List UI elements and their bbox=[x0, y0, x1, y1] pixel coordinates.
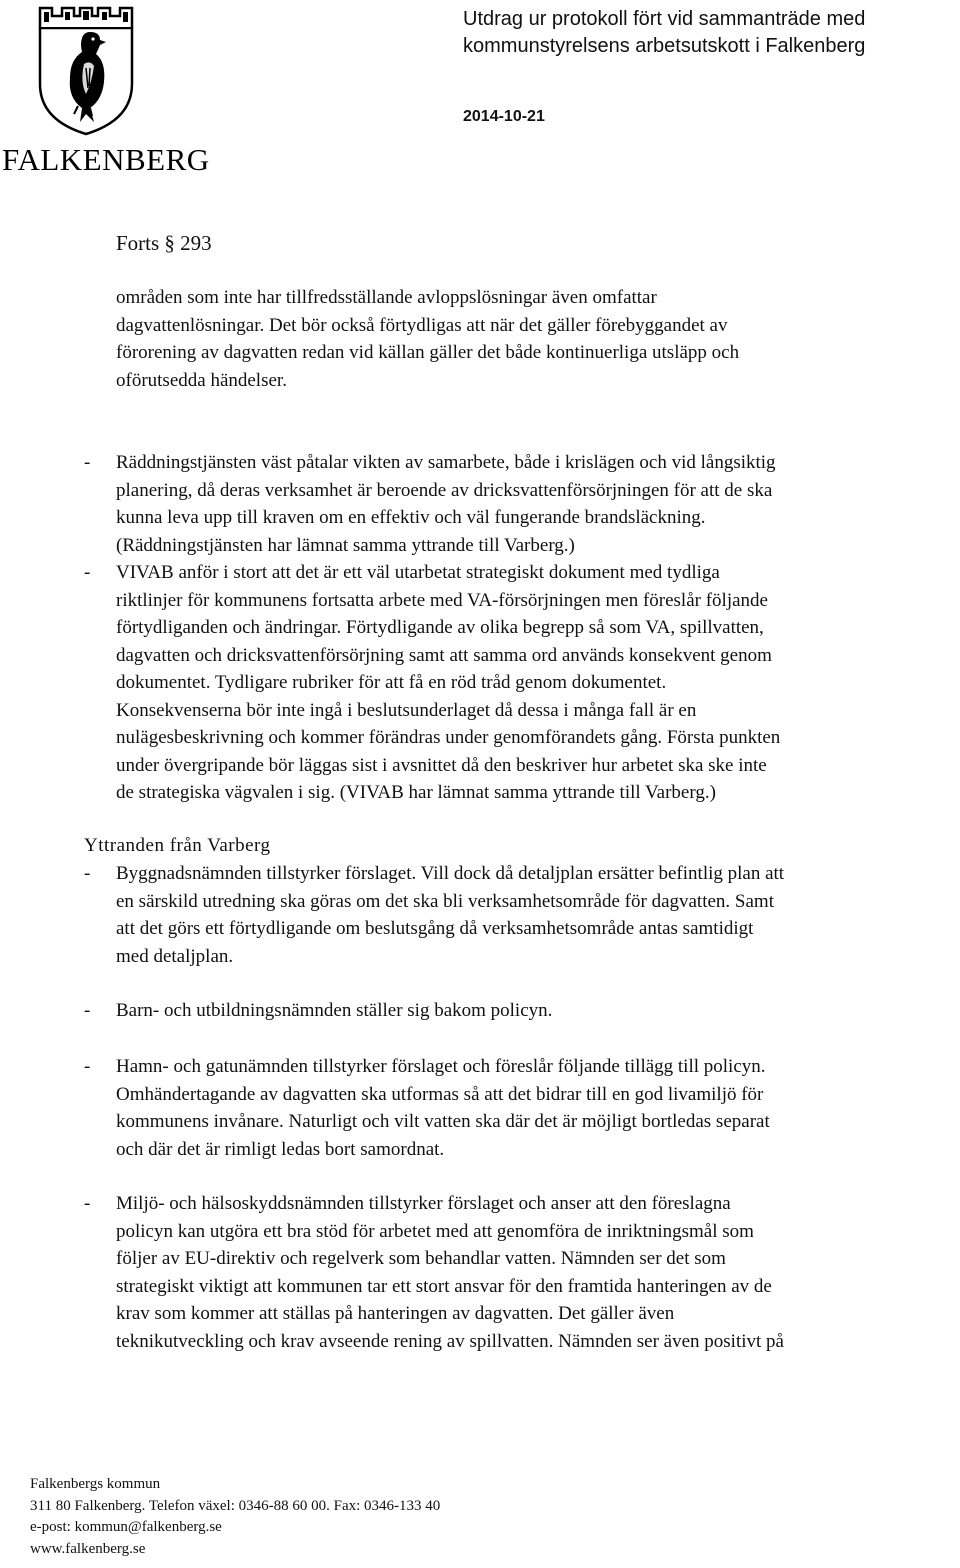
text-line: oförutsedda händelser. bbox=[116, 369, 287, 391]
text-line: policyn kan utgöra ett bra stöd för arbetet med att genomföra de inriktningsmål som bbox=[116, 1220, 754, 1242]
list-dash: - bbox=[84, 562, 91, 583]
footer-email[interactable]: e-post: kommun@falkenberg.se bbox=[30, 1519, 222, 1535]
list-dash: - bbox=[84, 1000, 91, 1021]
text-line: Omhändertagande av dagvatten ska utformas så att det bidrar till en god livamiljö för bbox=[116, 1083, 764, 1105]
municipality-logo bbox=[0, 0, 210, 180]
text-line: strategiskt viktigt att kommunen tar ett stort ansvar för den framtida hanteringen av de bbox=[116, 1275, 772, 1297]
text-line: planering, då deras verksamhet är beroende av dricksvattenförsörjningen för att de ska bbox=[116, 479, 773, 501]
text-line: kunna leva upp till kraven om en effektiv och väl fungerande brandsläckning. bbox=[116, 507, 706, 528]
text-line: Räddningstjänsten väst påtalar vikten av samarbete, både i krislägen och vid långsiktig bbox=[116, 452, 776, 473]
document-title-line: kommunstyrelsens arbetsutskott i Falkenberg bbox=[463, 35, 866, 57]
text-line: krav som kommer att ställas på hanteringen av dagvatten. Det gäller även bbox=[116, 1303, 675, 1324]
intro-paragraph bbox=[116, 284, 958, 394]
text-line: kommunens invånare. Naturligt och vilt vatten ska där det är möjligt bortledas separat bbox=[116, 1111, 770, 1132]
text-line: följer av EU-direktiv och regelverk som behandlar vatten. Nämnden ser det som bbox=[116, 1248, 726, 1269]
text-line: nulägesbeskrivning och kommer förändras under genomförandets gång. Första punkten bbox=[116, 727, 781, 748]
text-line: under övergripande bör läggas sist i avsnittet då den beskriver hur arbetet ska ske inte bbox=[116, 754, 767, 776]
list-item-text bbox=[116, 997, 552, 1025]
list-item-text bbox=[116, 860, 784, 970]
list-dash: - bbox=[84, 1193, 91, 1214]
text-line: de strategiska vägvalen i sig. (VIVAB har lämnat samma yttrande till Varberg.) bbox=[116, 782, 716, 803]
text-line: med detaljplan. bbox=[116, 945, 234, 967]
list-dash: - bbox=[84, 863, 91, 884]
text-line: VIVAB anför i stort att det är ett väl utarbetat strategiskt dokument med tydliga bbox=[116, 562, 720, 583]
text-line: dokumentet. Tydligare rubriker för att få en röd tråd genom dokumentet. bbox=[116, 672, 667, 693]
text-line: förtydliganden och ändringar. Förtydligande av olika begrepp så som VA, spillvatten, bbox=[116, 617, 764, 638]
text-line: riktlinjer för kommunens fortsatta arbete med VA-försörjningen men föreslår följande bbox=[116, 589, 768, 611]
document-date: 2014-10-21 bbox=[463, 108, 545, 125]
text-line: att det görs ett förtydligande om beslutsgång då verksamhetsområde antas samtidigt bbox=[116, 918, 754, 939]
text-line: Konsekvenserna bör inte ingå i beslutsunderlaget då dessa i många fall är en bbox=[116, 699, 697, 721]
text-line: teknikutveckling och krav avseende rening av spillvatten. Nämnden ser även positivt på bbox=[116, 1330, 784, 1352]
list-item-text bbox=[116, 1053, 770, 1163]
text-line: Miljö- och hälsoskyddsnämnden tillstyrker förslaget och anser att den föreslagna bbox=[116, 1193, 731, 1214]
section-reference: Forts § 293 bbox=[116, 231, 212, 255]
falcon-coat-of-arms-icon bbox=[34, 2, 138, 138]
page-footer bbox=[30, 1474, 440, 1560]
text-line: (Räddningstjänsten har lämnat samma yttrande till Varberg.) bbox=[116, 534, 575, 556]
text-line: en särskild utredning ska göras om det ska bli verksamhetsområde för dagvatten. Samt bbox=[116, 890, 774, 912]
footer-org: Falkenbergs kommun bbox=[30, 1476, 161, 1492]
text-line: Barn- och utbildningsnämnden ställer sig bakom policyn. bbox=[116, 1000, 553, 1021]
document-title bbox=[463, 6, 865, 60]
varberg-heading: Yttranden från Varberg bbox=[84, 835, 271, 856]
list-item-text bbox=[116, 559, 780, 807]
footer-website[interactable]: www.falkenberg.se bbox=[30, 1540, 146, 1557]
text-line: Byggnadsnämnden tillstyrker förslaget. Vill dock då detaljplan ersätter befintlig plan att bbox=[116, 863, 785, 884]
municipality-name: FALKENBERG bbox=[2, 142, 210, 177]
text-line: Hamn- och gatunämnden tillstyrker förslaget och föreslår följande tillägg till policyn. bbox=[116, 1056, 766, 1077]
list-dash: - bbox=[84, 452, 91, 473]
text-line: förorening av dagvatten redan vid källan gäller det både kontinuerliga utsläpp och bbox=[116, 342, 740, 363]
text-line: dagvatten och dricksvattenförsörjning samt att samma ord används konsekvent genom bbox=[116, 644, 772, 666]
text-line: dagvattenlösningar. Det bör också förtydligas att när det gäller förebyggandet av bbox=[116, 314, 728, 336]
list-item-text bbox=[116, 449, 776, 559]
text-line: och där det är rimligt ledas bort samordnat. bbox=[116, 1138, 445, 1160]
footer-address: 311 80 Falkenberg. Telefon växel: 0346-88 60 00. Fax: 0346-133 40 bbox=[30, 1497, 441, 1514]
document-title-line: Utdrag ur protokoll fört vid sammanträde med bbox=[463, 8, 866, 30]
list-dash: - bbox=[84, 1056, 91, 1077]
list-item-text bbox=[116, 1190, 784, 1355]
text-line: områden som inte har tillfredsställande avloppslösningar även omfattar bbox=[116, 287, 657, 308]
